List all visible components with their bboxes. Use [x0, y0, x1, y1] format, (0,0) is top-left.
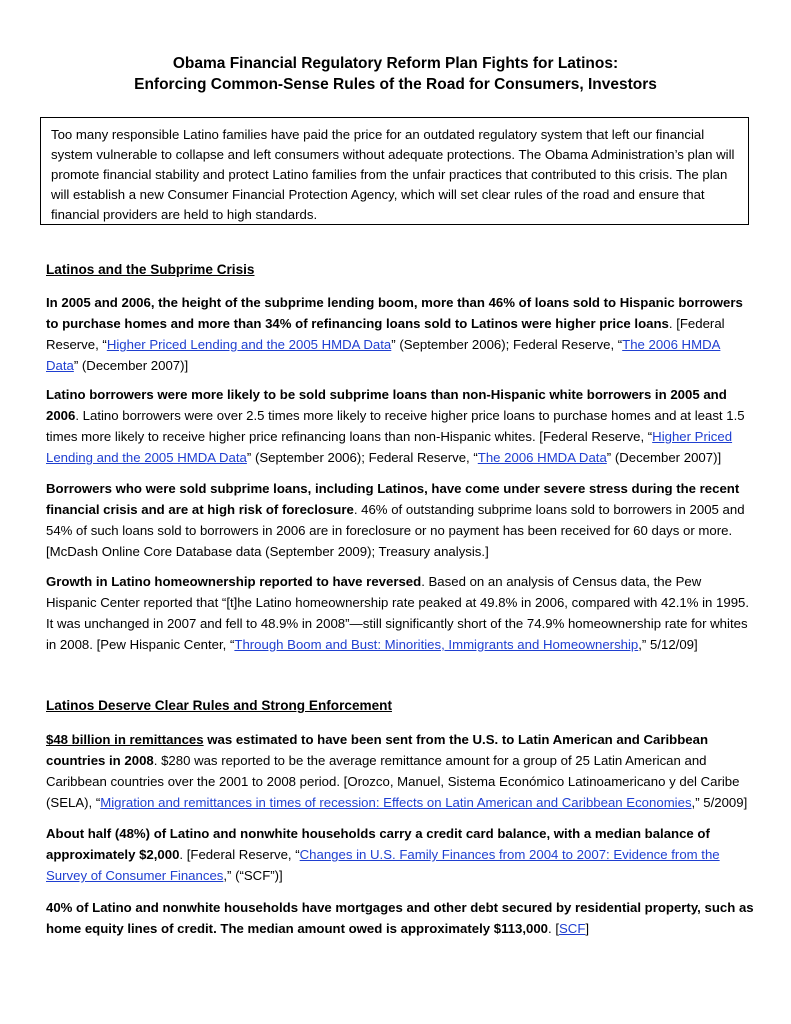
link-2006-hmda-data[interactable]: The 2006 HMDA Data	[46, 337, 721, 373]
link-migration-and-remittances[interactable]: Migration and remittances in times of recession: Effects on Latin American and Caribbean Economies	[100, 795, 692, 810]
link-scf[interactable]: SCF	[559, 921, 586, 936]
key-finding-text: Latino borrowers were more likely to be sold subprime loans than non-Hispanic white borrowers in 2005 and 2006	[46, 387, 727, 423]
link-2006-hmda-data[interactable]: The 2006 HMDA Data	[477, 450, 607, 465]
paragraph-mortgage-debt	[46, 897, 754, 939]
intro-summary-box: Too many responsible Latino families have paid the price for an outdated regulatory system that left our financial system vulnerable to collapse and left consumers without adequate protections. The Obama Administration’s plan will promote financial stability and protect Latino families from the unfair practices that contributed to this crisis. The plan will establish a new Consumer Financial Protection Agency, which will set clear rules of the road and ensure that financial providers are held to high standards.	[40, 117, 749, 225]
paragraph-homeownership-reversed	[46, 571, 754, 655]
key-finding-text: Borrowers who were sold subprime loans, including Latinos, have come under severe stress during the recent financial crisis and are at high risk of foreclosure	[46, 481, 740, 517]
citation-text: ,” (“SCF”)]	[223, 868, 283, 883]
paragraph-remittances	[46, 729, 754, 813]
citation-text: . [Federal Reserve, “	[179, 847, 300, 862]
section-heading-clear-rules: Latinos Deserve Clear Rules and Strong Enforcement	[46, 698, 392, 713]
citation-text: ]	[585, 921, 590, 936]
key-finding-amount: $48 billion in remittances	[46, 732, 204, 747]
paragraph-subprime-lending-boom	[46, 292, 754, 376]
section-heading-subprime-crisis: Latinos and the Subprime Crisis	[46, 262, 255, 277]
key-finding-text: 40% of Latino and nonwhite households have mortgages and other debt secured by residential property, such as home equity lines of credit. The median amount owed is approximately $113,000	[46, 900, 754, 936]
citation-text: ” (September 2006); Federal Reserve, “	[246, 450, 478, 465]
citation-text: ” (December 2007)]	[73, 358, 189, 373]
link-through-boom-and-bust[interactable]: Through Boom and Bust: Minorities, Immigrants and Homeownership	[234, 637, 639, 652]
key-finding-text: was estimated to have been sent from the U.S. to Latin American and Caribbean countries in 2008	[46, 732, 708, 768]
citation-text: ” (December 2007)]	[606, 450, 722, 465]
body-text: . Based on an analysis of Census data, the Pew Hispanic Center reported that “[t]he Latino homeownership rate peaked at 49.8% in 2006, compared with 42.1% in 1995. It was unchanged in 2007 and fell to 48.9% in 2008”—still significantly short of the 74.9% homeownership rate for whites in 2008. [Pew Hispanic Center, “	[46, 574, 750, 652]
citation-text: . [Federal Reserve, “	[46, 316, 725, 352]
citation-text: ,” 5/12/09]	[638, 637, 698, 652]
link-higher-priced-lending-2005-hmda[interactable]: Higher Priced Lending and the 2005 HMDA Data	[106, 337, 392, 352]
key-finding-text: In 2005 and 2006, the height of the subprime lending boom, more than 46% of loans sold to Hispanic borrowers to purchase homes and more than 34% of refinancing loans sold to Latinos were higher price loans	[46, 295, 743, 331]
link-higher-priced-lending-2005-hmda[interactable]: Higher Priced Lending and the 2005 HMDA Data	[46, 429, 733, 465]
paragraph-credit-card-balance	[46, 823, 754, 886]
paragraph-latino-subprime-likelihood	[46, 384, 754, 468]
paragraph-foreclosure-risk	[46, 478, 754, 562]
key-finding-text: Growth in Latino homeownership reported to have reversed	[46, 574, 422, 589]
document-title-line-1: Obama Financial Regulatory Reform Plan Fights for Latinos:	[172, 55, 619, 72]
citation-text: ” (September 2006); Federal Reserve, “	[391, 337, 623, 352]
key-finding-text: About half (48%) of Latino and nonwhite households carry a credit card balance, with a median balance of approximately $2,000	[46, 826, 710, 862]
body-text: . 46% of outstanding subprime loans sold to borrowers in 2005 and 54% of such loans sold to borrowers in 2006 are in foreclosure or no payment has been received for 60 days or more. [McDash Online Core Database data (September 2009); Treasury analysis.]	[46, 502, 745, 559]
body-text: . $280 was reported to be the average remittance amount for a group of 25 Latin American and Caribbean countries over the 2001 to 2008 period. [Orozco, Manuel, Sistema Económico Latinoamericano y del Caribe (SELA), “	[46, 753, 740, 810]
body-text: . Latino borrowers were over 2.5 times more likely to receive higher price loans to purchase homes and at least 1.5 times more likely to receive higher price refinancing loans than non-Hispanic whites. [Federal Reserve, “	[46, 408, 745, 444]
document-title-line-2: Enforcing Common-Sense Rules of the Road for Consumers, Investors	[134, 76, 657, 93]
citation-text: ,” 5/2009]	[691, 795, 748, 810]
citation-text: . [	[548, 921, 560, 936]
link-changes-in-family-finances[interactable]: Changes in U.S. Family Finances from 2004 to 2007: Evidence from the Survey of Consumer Finances	[46, 847, 720, 883]
